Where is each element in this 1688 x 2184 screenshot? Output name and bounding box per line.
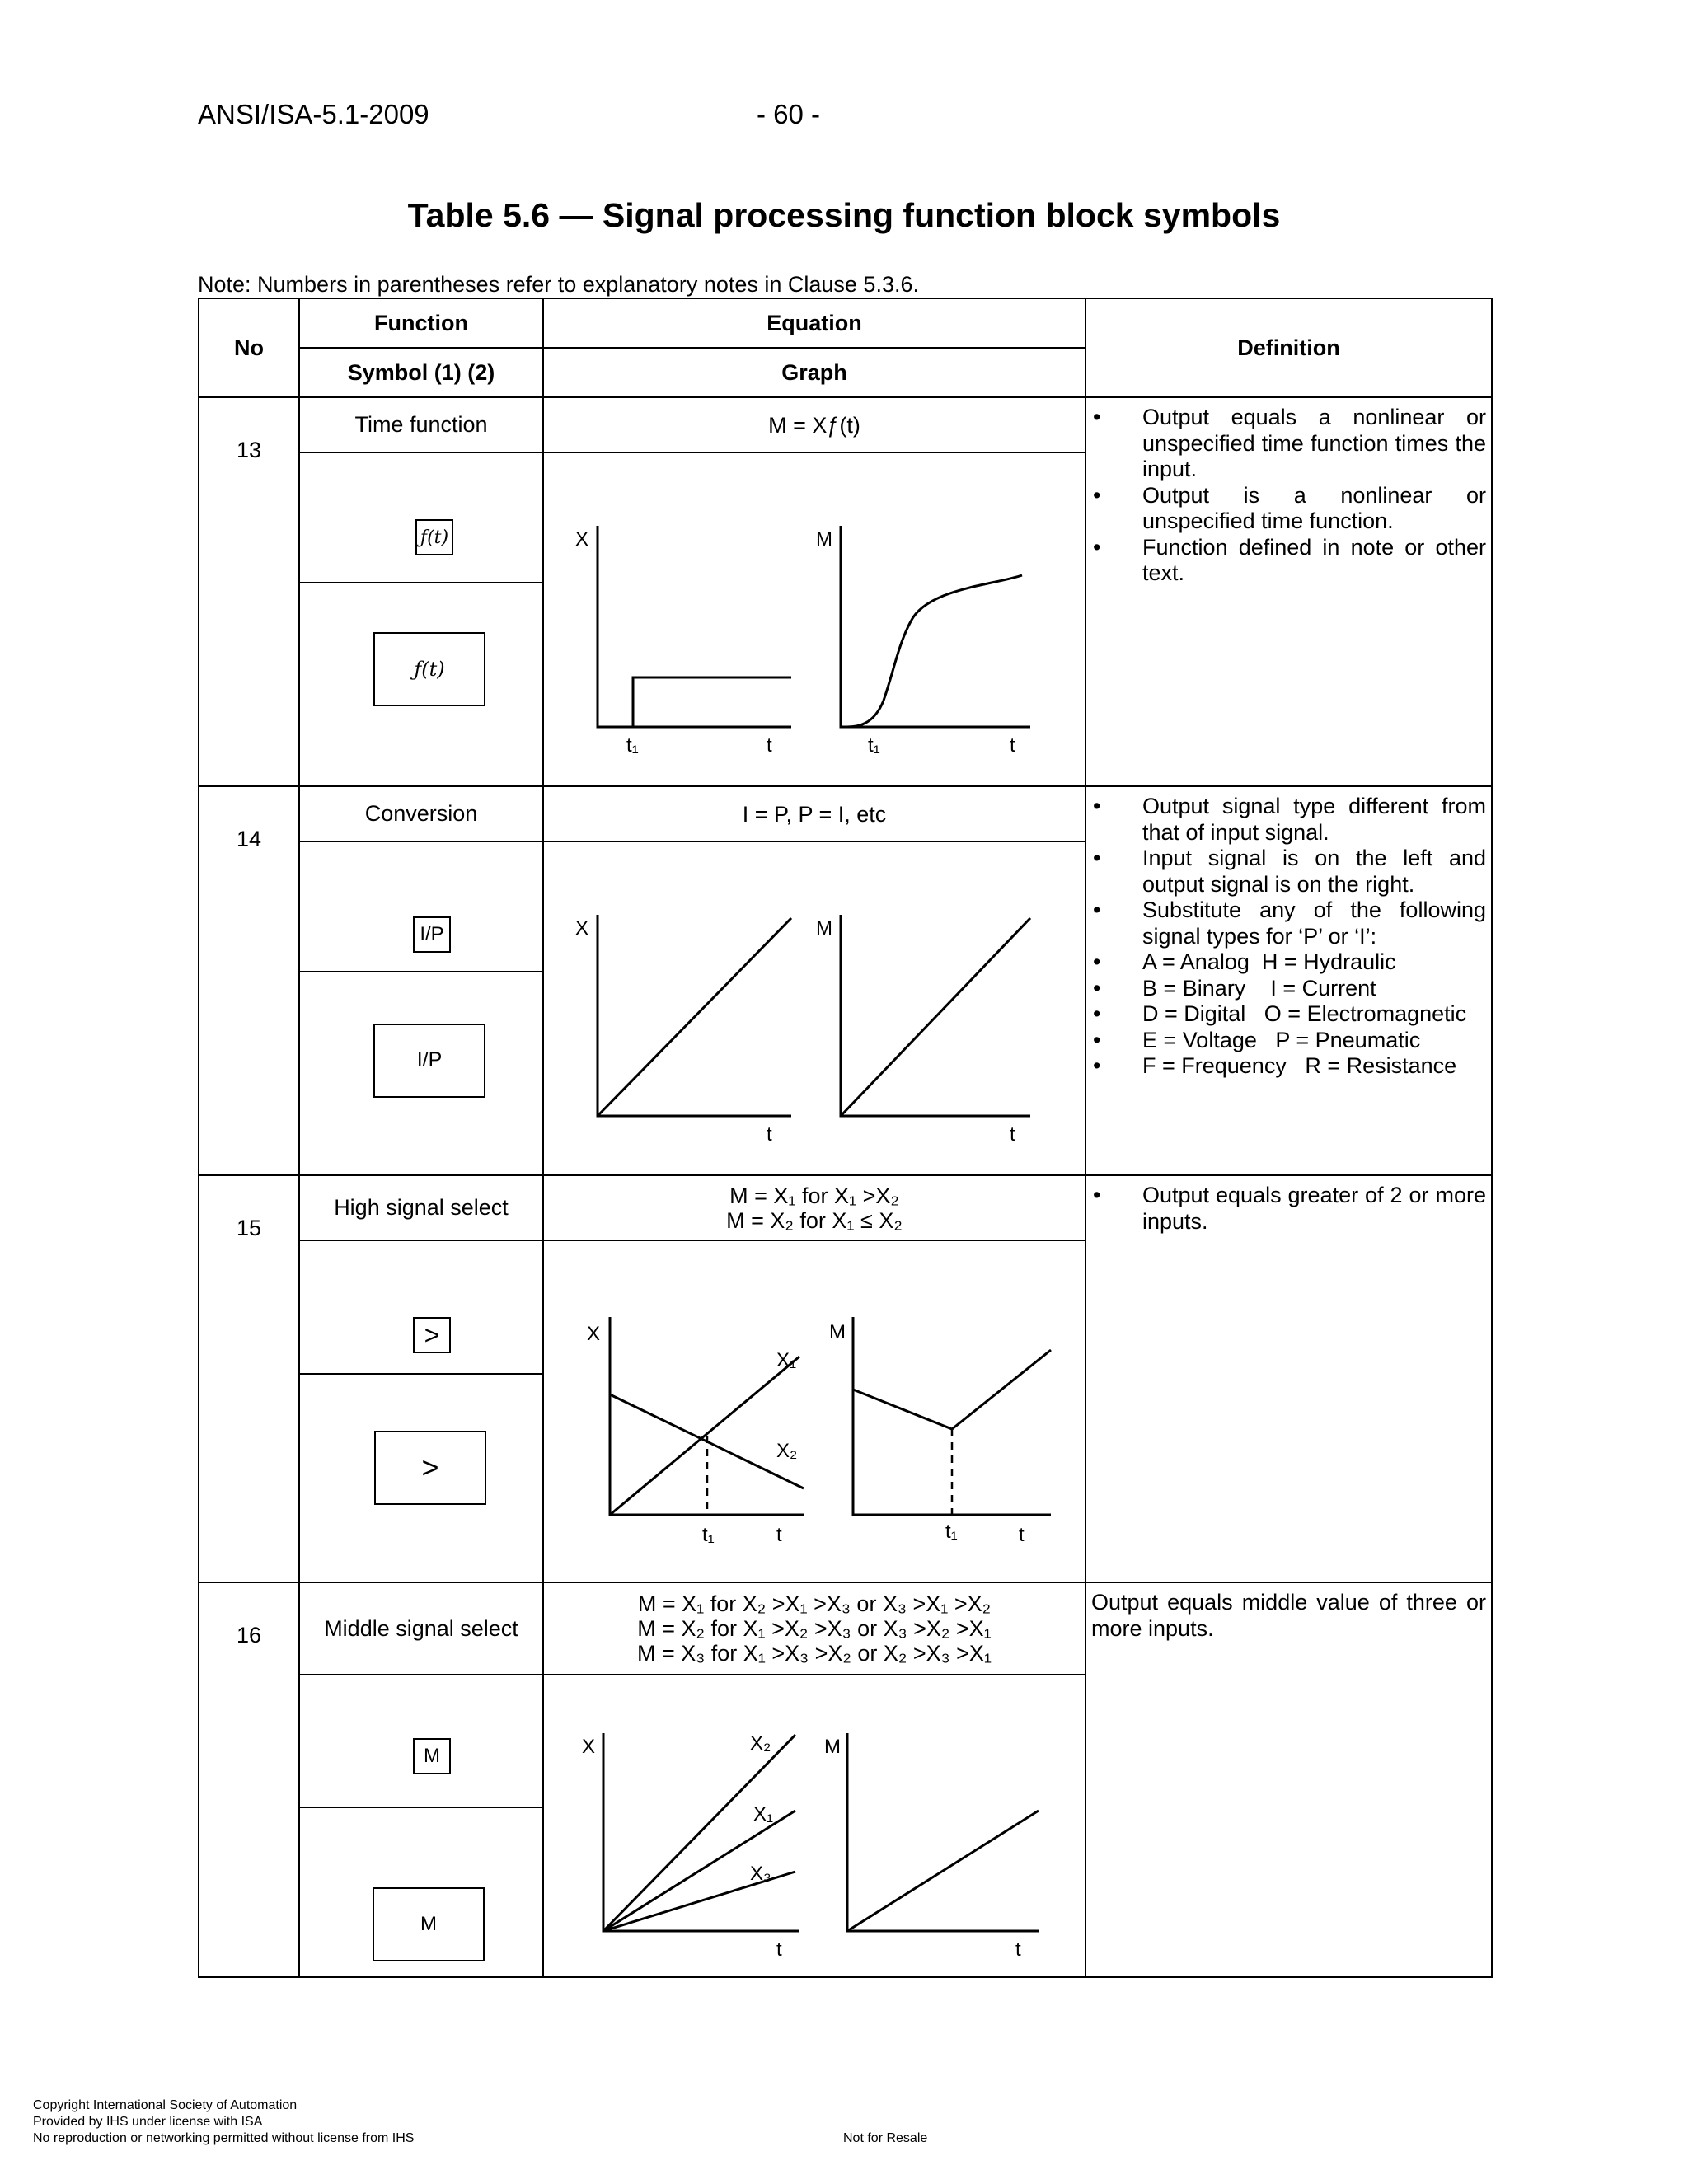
symbol-large-cell [299, 1807, 543, 1977]
axis-label-m: M [829, 1321, 846, 1343]
definition-item: • A = Analog H = Hydraulic [1091, 949, 1486, 976]
table-note: Note: Numbers in parentheses refer to explanatory notes in Clause 5.3.6. [198, 272, 919, 297]
table-row [199, 1582, 1492, 1675]
symbol-large-cell [299, 1374, 543, 1582]
high-select-graph [544, 1241, 1085, 1576]
middle-select-graph [544, 1675, 1085, 1971]
table-title: Table 5.6 — Signal processing function block symbols [407, 196, 1281, 234]
definition-item: • E = Voltage P = Pneumatic [1091, 1028, 1486, 1054]
copyright-footer [33, 2097, 414, 2147]
equation-line: M = X₁ for X₁ >X₂ [729, 1183, 899, 1208]
footer-line: Provided by IHS under license with ISA [33, 2115, 263, 2129]
footer-line: No reproduction or networking permitted without license from IHS [33, 2131, 415, 2145]
definition-item: • Output equals greater of 2 or more inputs. [1091, 1183, 1486, 1235]
document-id: ANSI/ISA-5.1-2009 [198, 99, 429, 129]
col-header-no: No [199, 298, 299, 397]
axis-label-x: X [582, 1736, 596, 1758]
col-header-graph: Graph [543, 348, 1085, 397]
equation: M = Xƒ(t) [543, 397, 1085, 452]
graph-cell [543, 1675, 1085, 1977]
equation-line: M = X₂ for X₁ ≤ X₂ [726, 1207, 903, 1233]
equation: I = P, P = I, etc [543, 786, 1085, 841]
definition-item: • Output equals a nonlinear or unspecified time function times the input. [1091, 405, 1486, 483]
definition-item: • Substitute any of the following signal types for ‘P’ or ‘I’: [1091, 898, 1486, 949]
equation-line: M = X₁ for X₂ >X₁ >X₃ or X₃ >X₁ >X₂ [637, 1591, 992, 1616]
definition-item: • D = Digital O = Electromagnetic [1091, 1001, 1486, 1028]
axis-label-t: t [1010, 734, 1015, 757]
col-header-definition: Definition [1085, 298, 1492, 397]
axis-label-t1: t₁ [702, 1524, 715, 1546]
row-number: 14 [199, 786, 299, 1175]
series-label-x1: X₁ [776, 1349, 797, 1371]
symbol-large: ƒ(t) [373, 632, 485, 706]
symbol-large: M [373, 1887, 485, 1961]
definition-cell [1085, 1582, 1492, 1977]
symbol-table [198, 298, 1493, 1978]
axis-label-x: X [587, 1323, 601, 1345]
table-row [199, 786, 1492, 841]
definition-item: • F = Frequency R = Resistance [1091, 1053, 1486, 1080]
equation-cell [543, 1582, 1085, 1675]
equation-cell [543, 1175, 1085, 1240]
equation-line: M = X₃ for X₁ >X₃ >X₂ or X₂ >X₃ >X₁ [636, 1641, 992, 1666]
symbol-small: ƒ(t) [415, 519, 453, 555]
definition-item: • Function defined in note or other text. [1091, 535, 1486, 587]
symbol-large: > [374, 1431, 486, 1505]
axis-label-t: t [1010, 1123, 1015, 1146]
axis-label-t1: t₁ [626, 734, 639, 757]
table-row [199, 1175, 1492, 1240]
row-number: 16 [199, 1582, 299, 1977]
axis-label-t: t [1019, 1524, 1025, 1546]
row-number: 13 [199, 397, 299, 786]
symbol-small-cell [299, 1675, 543, 1807]
function-name: Middle signal select [299, 1582, 543, 1675]
axis-label-m: M [816, 917, 832, 940]
axis-label-t1: t₁ [945, 1521, 958, 1543]
definition-cell [1085, 1175, 1492, 1582]
graph-cell [543, 1240, 1085, 1582]
axis-label-t1: t₁ [868, 734, 880, 757]
col-header-symbol: Symbol (1) (2) [299, 348, 543, 397]
definition-text: Output equals middle value of three or more inputs. [1091, 1590, 1486, 1641]
axis-label-t: t [1015, 1938, 1021, 1961]
definition-cell [1085, 397, 1492, 786]
symbol-large-cell [299, 583, 543, 786]
footer-line: Copyright International Society of Automation [33, 2098, 298, 2112]
equation-line: M = X₂ for X₁ >X₂ >X₃ or X₃ >X₂ >X₁ [637, 1616, 992, 1641]
function-name: Conversion [299, 786, 543, 841]
series-label-x1: X₁ [753, 1803, 774, 1825]
graph-cell [543, 841, 1085, 1175]
graph-cell [543, 452, 1085, 786]
definition-item: • Output is a nonlinear or unspecified time function. [1091, 483, 1486, 535]
axis-label-m: M [816, 528, 832, 551]
axis-label-t: t [776, 1524, 782, 1546]
axis-label-t: t [767, 1123, 772, 1146]
definition-item: • B = Binary I = Current [1091, 976, 1486, 1002]
symbol-small: I/P [413, 916, 451, 953]
symbol-small-cell [299, 452, 543, 583]
page-number: - 60 - [757, 99, 821, 129]
symbol-large-cell [299, 972, 543, 1175]
symbol-large: I/P [373, 1024, 485, 1098]
function-name: Time function [299, 397, 543, 452]
col-header-function: Function [299, 298, 543, 348]
time-function-graph [544, 453, 1085, 780]
table-row [199, 397, 1492, 452]
series-label-x2: X₂ [750, 1732, 771, 1755]
symbol-small-cell [299, 1240, 543, 1374]
axis-label-x: X [575, 917, 589, 940]
axis-label-t: t [776, 1938, 782, 1961]
definition-item: • Input signal is on the left and output signal is on the right. [1091, 846, 1486, 898]
col-header-equation: Equation [543, 298, 1085, 348]
definition-item: • Output signal type different from that of input signal. [1091, 794, 1486, 846]
symbol-small-cell [299, 841, 543, 972]
conversion-graph [544, 842, 1085, 1169]
symbol-small: > [413, 1317, 451, 1353]
symbol-small: M [413, 1738, 451, 1774]
series-label-x2: X₂ [776, 1440, 798, 1462]
definition-cell [1085, 786, 1492, 1175]
row-number: 15 [199, 1175, 299, 1582]
not-for-resale: Not for Resale [843, 2131, 928, 2145]
axis-label-x: X [575, 528, 589, 551]
axis-label-t: t [767, 734, 772, 757]
series-label-x3: X₃ [750, 1863, 771, 1885]
axis-label-m: M [824, 1736, 841, 1758]
function-name: High signal select [299, 1175, 543, 1240]
